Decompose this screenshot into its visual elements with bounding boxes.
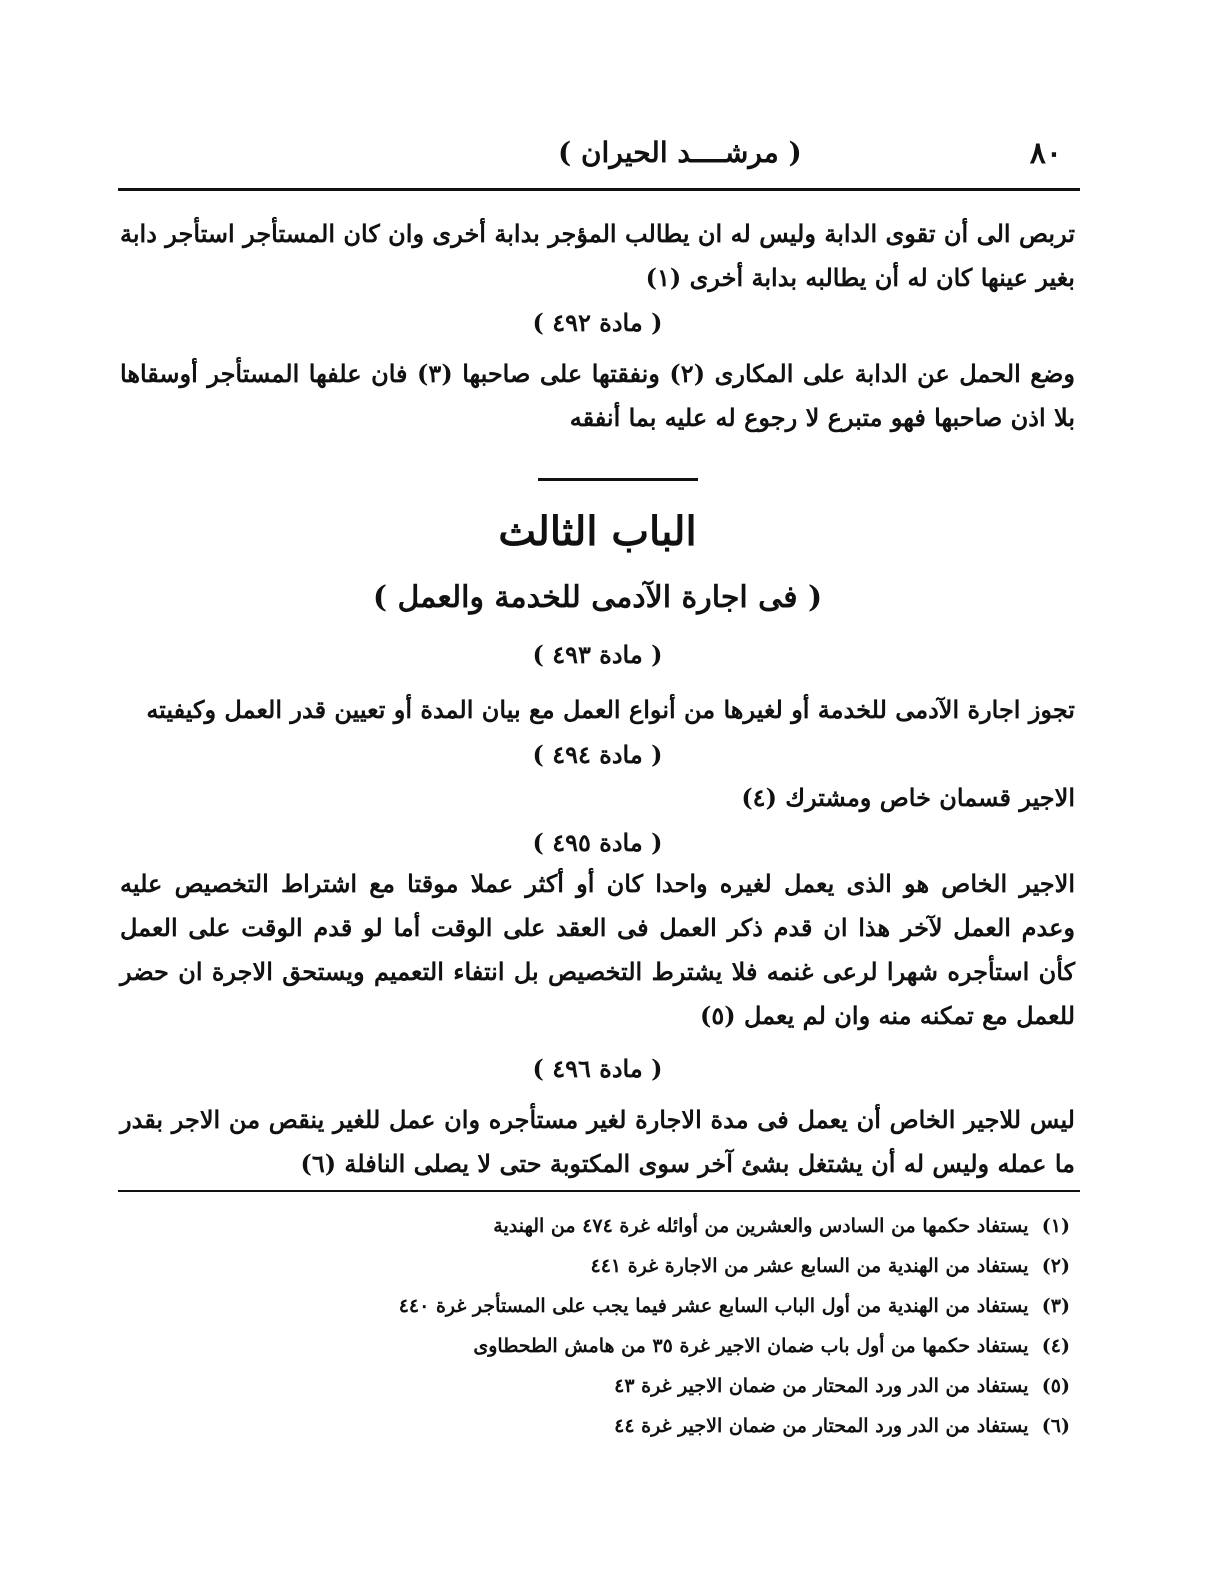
running-title: ( مرشــــد الحيران ) [558, 136, 802, 169]
footnote [300, 1366, 1070, 1406]
article-495-text: الاجير الخاص هو الذى يعمل لغيره واحدا كان أو أكثر عملا موقتا مع اشتراط التخصيص عليه وعدم العمل لآخر هذا ان قدم ذكر العمل فى العقد على الوقت أما لو قدم الوقت على العمل كأن استأجره شهرا لرعى غنمه فلا يشترط التخصيص بل انتفاء التعميم ويستحق الاجرة ان حضر للعمل مع تمكنه منه وان لم يعمل (٥) [120, 869, 1076, 1030]
footnote-text: يستفاد من الهندية من أول الباب السابع عشر فيما يجب على المستأجر غرة ٤٤٠ [398, 1295, 1029, 1317]
footnote-number: (٣) [1041, 1295, 1070, 1317]
footnote-number: (٤) [1041, 1335, 1070, 1357]
footnote-rule [118, 1190, 1080, 1192]
article-496-text: ليس للاجير الخاص أن يعمل فى مدة الاجارة لغير مستأجره وان عمل للغير ينقص من الاجر بقدر ما عمله وليس له أن يشتغل بشئ آخر سوى المكتوبة حتى لا يصلى النافلة (٦) [120, 1105, 1075, 1178]
footnote [300, 1206, 1070, 1246]
article-494-text: الاجير قسمان خاص ومشترك (٤) [741, 783, 1075, 812]
article-494-heading: ( مادة ٤٩٤ ) [532, 740, 663, 769]
footnote-text: يستفاد من الدر ورد المحتار من ضمان الاجير غرة ٤٣ [614, 1375, 1029, 1397]
footnote-text: يستفاد حكمها من أول باب ضمان الاجير غرة ٣٥ من هامش الطحطاوى [473, 1335, 1029, 1357]
article-492-text: وضع الحمل عن الدابة على المكارى (٢) ونفقتها على صاحبها (٣) فان علفها المستأجر أوسقاها بلا اذن صاحبها فهو متبرع لا رجوع له عليه بما أنفقه [120, 359, 1076, 432]
page-header [118, 128, 1080, 184]
footnote [300, 1326, 1070, 1366]
footnote-number: (١) [1041, 1215, 1070, 1237]
footnote [300, 1406, 1070, 1446]
footnotes-list [300, 1206, 1070, 1446]
footnote-number: (٦) [1041, 1415, 1070, 1437]
article-495-heading: ( مادة ٤٩٥ ) [532, 828, 663, 857]
footnote-text: يستفاد من الهندية من السابع عشر من الاجارة غرة ٤٤١ [590, 1255, 1029, 1277]
chapter-title: الباب الثالث [498, 508, 697, 555]
section-divider [538, 478, 698, 481]
footnote-number: (٥) [1041, 1375, 1070, 1397]
footnote [300, 1246, 1070, 1286]
chapter-subtitle: ( فى اجارة الآدمى للخدمة والعمل ) [372, 580, 823, 615]
footnote [300, 1286, 1070, 1326]
footnote-text: يستفاد من الدر ورد المحتار من ضمان الاجير غرة ٤٤ [614, 1415, 1029, 1437]
page-number: ٨٠ [1029, 136, 1062, 171]
footnote-text: يستفاد حكمها من السادس والعشرين من أوائله غرة ٤٧٤ من الهندية [493, 1215, 1029, 1237]
article-496-heading: ( مادة ٤٩٦ ) [532, 1054, 663, 1083]
continued-paragraph: تربص الى أن تقوى الدابة وليس له ان يطالب المؤجر بدابة أخرى وان كان المستأجر استأجر دابة بغير عينها كان له أن يطالبه بدابة أخرى (١) [120, 219, 1075, 292]
article-493-text: تجوز اجارة الآدمى للخدمة أو لغيرها من أنواع العمل مع بيان المدة أو تعيين قدر العمل وكيفيته [146, 695, 1075, 724]
footnote-number: (٢) [1041, 1255, 1070, 1277]
article-493-heading: ( مادة ٤٩٣ ) [532, 640, 663, 669]
article-492-heading: ( مادة ٤٩٢ ) [532, 308, 663, 337]
header-rule [118, 188, 1080, 191]
